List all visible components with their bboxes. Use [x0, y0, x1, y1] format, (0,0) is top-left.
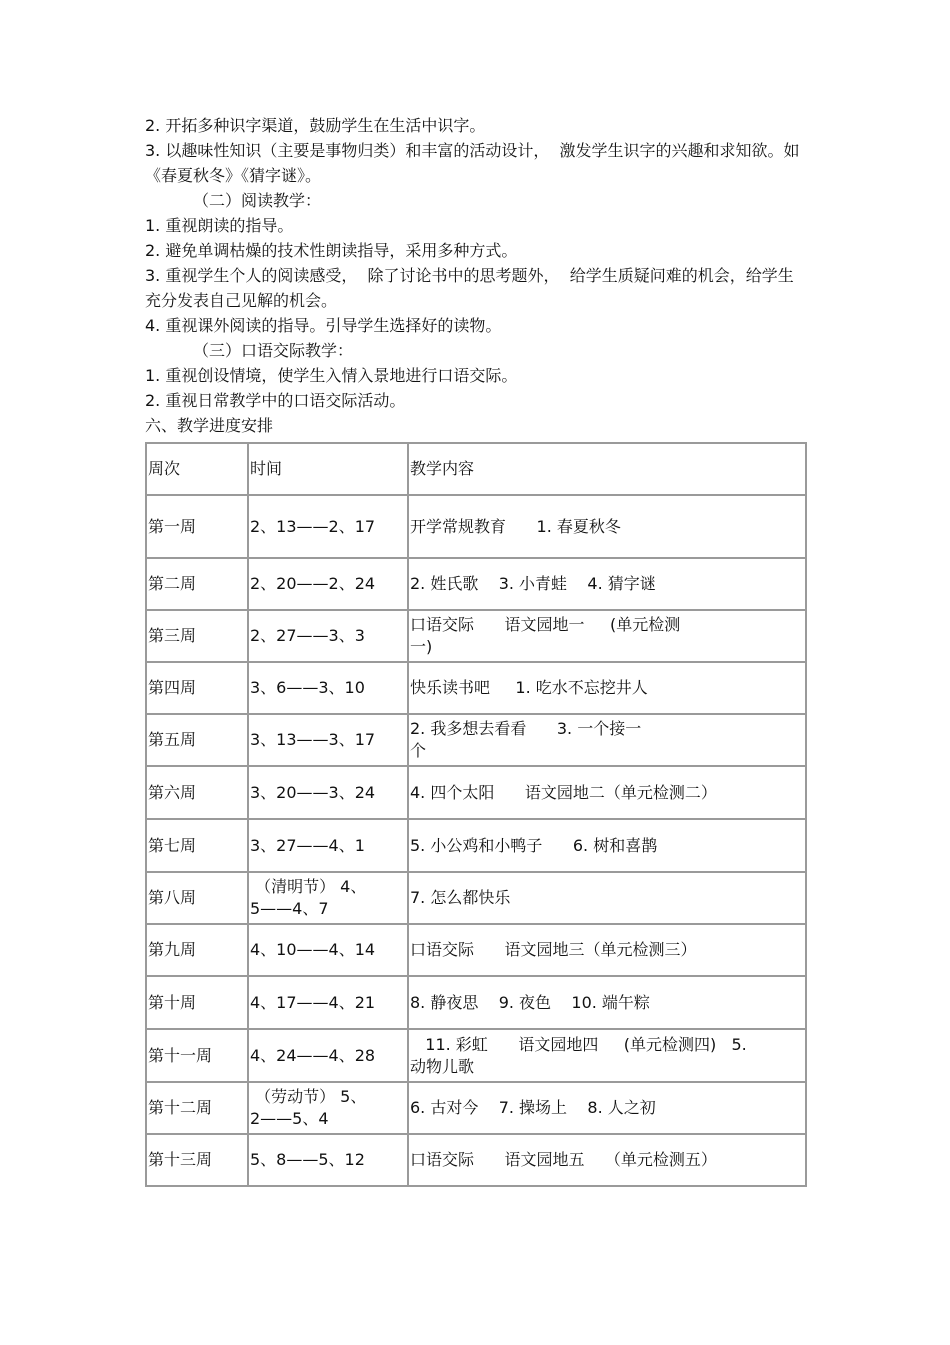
- cell-content: 口语交际 语文园地三（单元检测三）: [408, 924, 806, 976]
- header-content: 教学内容: [408, 443, 806, 495]
- paragraph: 2. 重视日常教学中的口语交际活动。: [145, 391, 406, 410]
- table-row: [146, 766, 806, 819]
- cell-content: 4. 四个太阳 语文园地二（单元检测二）: [408, 766, 806, 819]
- cell-time: 4、24——4、28: [248, 1029, 408, 1082]
- table-row: [146, 662, 806, 714]
- table-row: [146, 819, 806, 872]
- cell-time: 2、13——2、17: [248, 495, 408, 558]
- cell-time: 3、13——3、17: [248, 714, 408, 766]
- cell-content: 开学常规教育 1. 春夏秋冬: [408, 495, 806, 558]
- paragraph: 2. 开拓多种识字渠道，鼓励学生在生活中识字。: [145, 116, 486, 135]
- section-heading: （二）阅读教学：: [193, 191, 322, 210]
- cell-content: 11. 彩虹 语文园地四 (单元检测四) 5. 动物儿歌: [408, 1029, 806, 1082]
- section-heading: （三）口语交际教学：: [193, 341, 354, 360]
- cell-week: 第十三周: [146, 1134, 248, 1186]
- paragraph: 3. 重视学生个人的阅读感受， 除了讨论书中的思考题外， 给学生质疑问难的机会，给学生充分发表自己见解的机会。: [145, 266, 794, 310]
- paragraph: 3. 以趣味性知识（主要是事物归类）和丰富的活动设计， 激发学生识字的兴趣和求知欲。如《春夏秋冬》《猜字谜》。: [145, 141, 800, 185]
- header-week: 周次: [146, 443, 248, 495]
- table-row: [146, 610, 806, 662]
- cell-content: 6. 古对今 7. 操场上 8. 人之初: [408, 1082, 806, 1134]
- cell-content: 口语交际 语文园地五 （单元检测五）: [408, 1134, 806, 1186]
- table-header-row: [146, 443, 806, 495]
- cell-time: 3、6——3、10: [248, 662, 408, 714]
- table-row: [146, 1029, 806, 1082]
- cell-time: 4、10——4、14: [248, 924, 408, 976]
- cell-content: 7. 怎么都快乐: [408, 872, 806, 924]
- cell-week: 第九周: [146, 924, 248, 976]
- cell-week: 第五周: [146, 714, 248, 766]
- cell-time: 2、27——3、3: [248, 610, 408, 662]
- paragraph: 2. 避免单调枯燥的技术性朗读指导，采用多种方式。: [145, 241, 518, 260]
- cell-week: 第二周: [146, 558, 248, 610]
- table-row: [146, 558, 806, 610]
- paragraph: 4. 重视课外阅读的指导。引导学生选择好的读物。: [145, 316, 502, 335]
- table-row: [146, 1134, 806, 1186]
- cell-time: 2、20——2、24: [248, 558, 408, 610]
- cell-time: （劳动节） 5、 2——5、4: [248, 1082, 408, 1134]
- table-row: [146, 1082, 806, 1134]
- table-row: [146, 924, 806, 976]
- cell-week: 第三周: [146, 610, 248, 662]
- cell-content: 8. 静夜思 9. 夜色 10. 端午粽: [408, 976, 806, 1029]
- table-row: [146, 714, 806, 766]
- cell-week: 第十二周: [146, 1082, 248, 1134]
- cell-time: 4、17——4、21: [248, 976, 408, 1029]
- table-row: [146, 872, 806, 924]
- cell-week: 第十一周: [146, 1029, 248, 1082]
- section-title: 六、教学进度安排: [145, 416, 274, 435]
- cell-week: 第四周: [146, 662, 248, 714]
- cell-week: 第十周: [146, 976, 248, 1029]
- table-row: [146, 495, 806, 558]
- cell-week: 第八周: [146, 872, 248, 924]
- cell-content: 快乐读书吧 1. 吃水不忘挖井人: [408, 662, 806, 714]
- table-row: [146, 976, 806, 1029]
- paragraph: 1. 重视创设情境，使学生入情入景地进行口语交际。: [145, 366, 518, 385]
- cell-content: 2. 姓氏歌 3. 小青蛙 4. 猜字谜: [408, 558, 806, 610]
- paragraph: 1. 重视朗读的指导。: [145, 216, 294, 235]
- document-body: [145, 113, 805, 438]
- cell-week: 第六周: [146, 766, 248, 819]
- cell-time: 5、8——5、12: [248, 1134, 408, 1186]
- cell-time: 3、27——4、1: [248, 819, 408, 872]
- cell-content: 口语交际 语文园地一 (单元检测 一): [408, 610, 806, 662]
- header-time: 时间: [248, 443, 408, 495]
- cell-content: 2. 我多想去看看 3. 一个接一 个: [408, 714, 806, 766]
- cell-time: （清明节） 4、 5——4、7: [248, 872, 408, 924]
- cell-time: 3、20——3、24: [248, 766, 408, 819]
- schedule-table: [145, 442, 807, 1187]
- cell-week: 第一周: [146, 495, 248, 558]
- cell-week: 第七周: [146, 819, 248, 872]
- cell-content: 5. 小公鸡和小鸭子 6. 树和喜鹊: [408, 819, 806, 872]
